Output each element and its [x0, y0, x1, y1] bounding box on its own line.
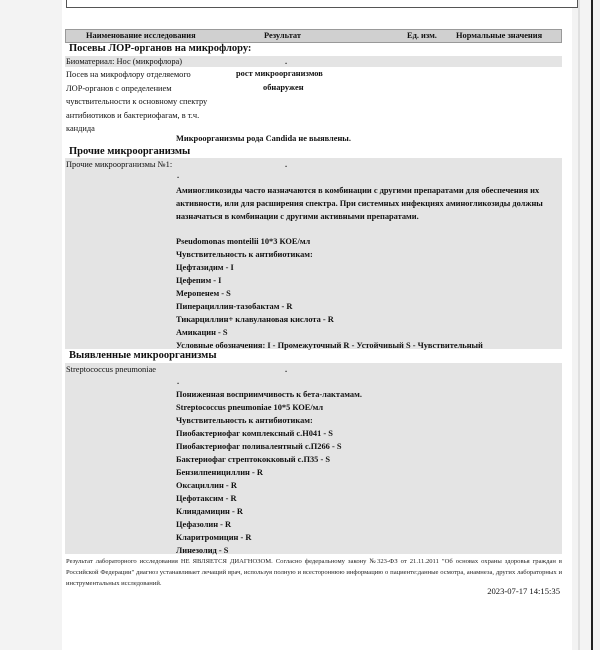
- header-norm: Нормальные значения: [456, 31, 543, 40]
- test-line: чувствительности к основному спектру: [66, 97, 208, 106]
- result-line: Оксациллин - R: [176, 481, 237, 490]
- result-line: Кларитромицин - R: [176, 533, 252, 542]
- result-line: Пиобактериофаг комплексный с.Н041 - S: [176, 429, 333, 438]
- other-micro-label: Прочие микроорганизмы №1:: [66, 160, 173, 169]
- strep-results: [176, 388, 362, 557]
- timestamp: 2023-07-17 14:15:35: [487, 586, 560, 596]
- other-micro-dot: .: [177, 171, 180, 180]
- result-line: Цефотаксим - R: [176, 494, 237, 503]
- test-line: Посев на микрофлору отделяемого: [66, 70, 191, 79]
- section-title-other: Прочие микроорганизмы: [69, 146, 191, 157]
- result-line: Пиперациллин-тазобактам - R: [176, 302, 293, 311]
- result-line: Цефепим - I: [176, 276, 222, 285]
- page-border-line: [591, 0, 593, 650]
- result-line: Чувствительность к антибиотикам:: [176, 416, 313, 425]
- result-line: Линезолид - S: [176, 546, 229, 555]
- pseudomonas-results: [176, 235, 483, 352]
- result-line: Pseudomonas monteilii 10*3 КОЕ/мл: [176, 237, 311, 246]
- result-line: Бензилпенициллин - R: [176, 468, 263, 477]
- top-box: [66, 0, 578, 8]
- result-line: Цефтазидим - I: [176, 263, 234, 272]
- result-line: Бактериофаг стрептококковый с.П35 - S: [176, 455, 330, 464]
- header-result: Результат: [264, 31, 301, 40]
- result-line: Цефазолин - R: [176, 520, 232, 529]
- detected-micro-dot: .: [177, 377, 180, 386]
- result-line: Меропенем - S: [176, 289, 231, 298]
- detected-micro-label: Streptococcus pneumoniae: [66, 365, 157, 374]
- page-edge: [578, 0, 580, 650]
- section-title-lor: Посевы ЛОР-органов на микрофлору:: [69, 43, 252, 54]
- test-name: [66, 68, 207, 136]
- test-line: антибиотиков и бактериофагам, в т.ч.: [66, 110, 200, 120]
- biomaterial-label: Биоматериал: Нос (микрофлора): [66, 57, 183, 66]
- header-name: Наименование исследования: [86, 31, 196, 40]
- result-line2: обнаружен: [263, 83, 304, 92]
- result-line: Пиобактериофаг поливалентный с.П266 - S: [176, 442, 342, 451]
- result-line: Чувствительность к антибиотикам:: [176, 250, 313, 259]
- section-title-detected: Выявленные микроорганизмы: [69, 350, 217, 361]
- result-line: Тикарциллин+ клавулановая кислота - R: [176, 315, 334, 324]
- test-line: кандида: [66, 124, 95, 133]
- result-line: Streptococcus pneumoniae 10*5 КОЕ/мл: [176, 403, 324, 412]
- result-line: Клиндамицин - R: [176, 507, 243, 516]
- other-micro-label-result: .: [285, 160, 288, 169]
- disclaimer: Результат лабораторного исследования НЕ ЯВЛЯЕТСЯ ДИАГНОЗОМ. Согласно федеральному закону №323-ФЗ от 21.11.2011 "Об основах охраны здоровья граждан в Российской Федерации" диагноз устанавливает лечащий врач, используя полную и всестороннюю информацию о пациенте:данные осмотра, анамнеза, других лабораторных и инструментальных исследований.: [66, 558, 562, 587]
- candida-result: Микроорганизмы рода Candida не выявлены.: [176, 134, 351, 143]
- header-unit: Ед. изм.: [407, 31, 437, 40]
- biomaterial-result: .: [285, 57, 288, 66]
- result-line: Пониженная восприимчивость к бета-лактамам.: [176, 390, 362, 399]
- legend-line: Условные обозначения: I - Промежуточный R - Устойчивый S - Чувствительный: [176, 341, 483, 350]
- result-line: Амикацин - S: [176, 328, 228, 337]
- table-header: [65, 29, 562, 43]
- detected-micro-label-result: .: [285, 365, 288, 374]
- aminoglycoside-note: Аминогликозиды часто назначаются в комбинации с другими препаратами для обеспечения их активности, или для расширения спектра. При системных инфекциях аминогликозиды должны назначаться в комбинации с другими активными препаратами.: [176, 186, 543, 221]
- result-line1: рост микроорганизмов: [236, 69, 323, 78]
- test-line: ЛОР-органов с определением: [66, 83, 172, 93]
